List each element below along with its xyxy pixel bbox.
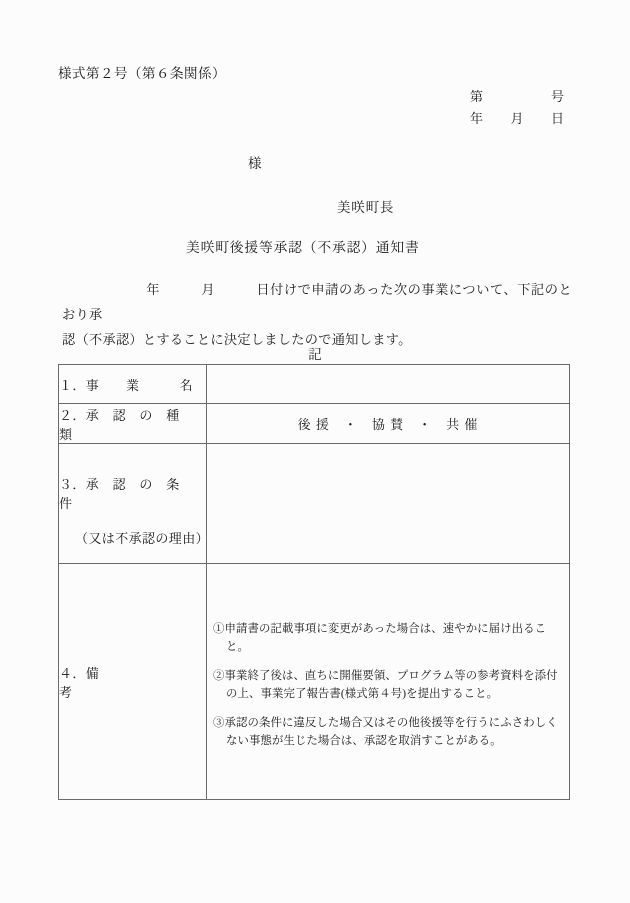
- note-text-3: 承認の条件に違反した場合又はその他後援等を行うにふさわしくない事態が生じた場合は、承認を取消すことがある。: [224, 717, 558, 747]
- value-business-name[interactable]: [207, 365, 570, 404]
- document-number-field: 第 号: [470, 89, 565, 104]
- table-row-business-name: [59, 365, 570, 404]
- note-text-2: 事業終了後は、直ちに開催要領、プログラム等の参考資料を添付の上、事業完了報告書(様式第４号)を提出すること。: [224, 670, 558, 700]
- value-approval-type[interactable]: 後 援 ・ 協 賛 ・ 共 催: [207, 404, 570, 444]
- form-number: 様式第２号（第６条関係）: [58, 66, 226, 81]
- notification-table: [58, 364, 570, 800]
- label-approval-conditions-line2: （又は不承認の理由）: [75, 531, 210, 546]
- value-approval-conditions[interactable]: [207, 444, 570, 564]
- label-approval-conditions: [59, 444, 210, 564]
- table-row-approval-conditions: [59, 444, 570, 564]
- remarks-note-item: [213, 715, 559, 750]
- document-date-field: 年 月 日: [470, 111, 565, 126]
- ki-marker: 記: [308, 347, 322, 362]
- note-marker-3: ③: [213, 717, 225, 729]
- label-remarks: ４．備 考: [59, 564, 207, 800]
- note-text-1: 申請書の記載事項に変更があった場合は、速やかに届け出ること。: [224, 623, 547, 653]
- issuer-name: 美咲町長: [337, 200, 395, 215]
- body-line-1: 年 月 日付けで申請のあった次の事業について、下記のとおり承: [62, 282, 572, 322]
- addressee-honorific: 様: [248, 156, 262, 171]
- label-business-name: １．事 業 名: [59, 365, 207, 404]
- label-approval-conditions-line1: ３．承 認 の 条 件: [59, 477, 194, 511]
- label-approval-type: ２．承 認 の 種 類: [59, 404, 207, 444]
- remarks-note-item: [213, 621, 559, 656]
- value-remarks: [207, 564, 570, 800]
- remarks-note-list: [207, 613, 569, 750]
- table-row-approval-type: [59, 404, 570, 444]
- body-line-2: 認（不承認）とすることに決定しましたので通知します。: [62, 332, 412, 347]
- body-paragraph: [62, 277, 572, 352]
- note-marker-2: ②: [213, 670, 225, 682]
- remarks-note-item: [213, 668, 559, 703]
- document-title: 美咲町後援等承認（不承認）通知書: [186, 240, 420, 255]
- table-row-remarks: [59, 564, 570, 800]
- note-marker-1: ①: [213, 623, 225, 635]
